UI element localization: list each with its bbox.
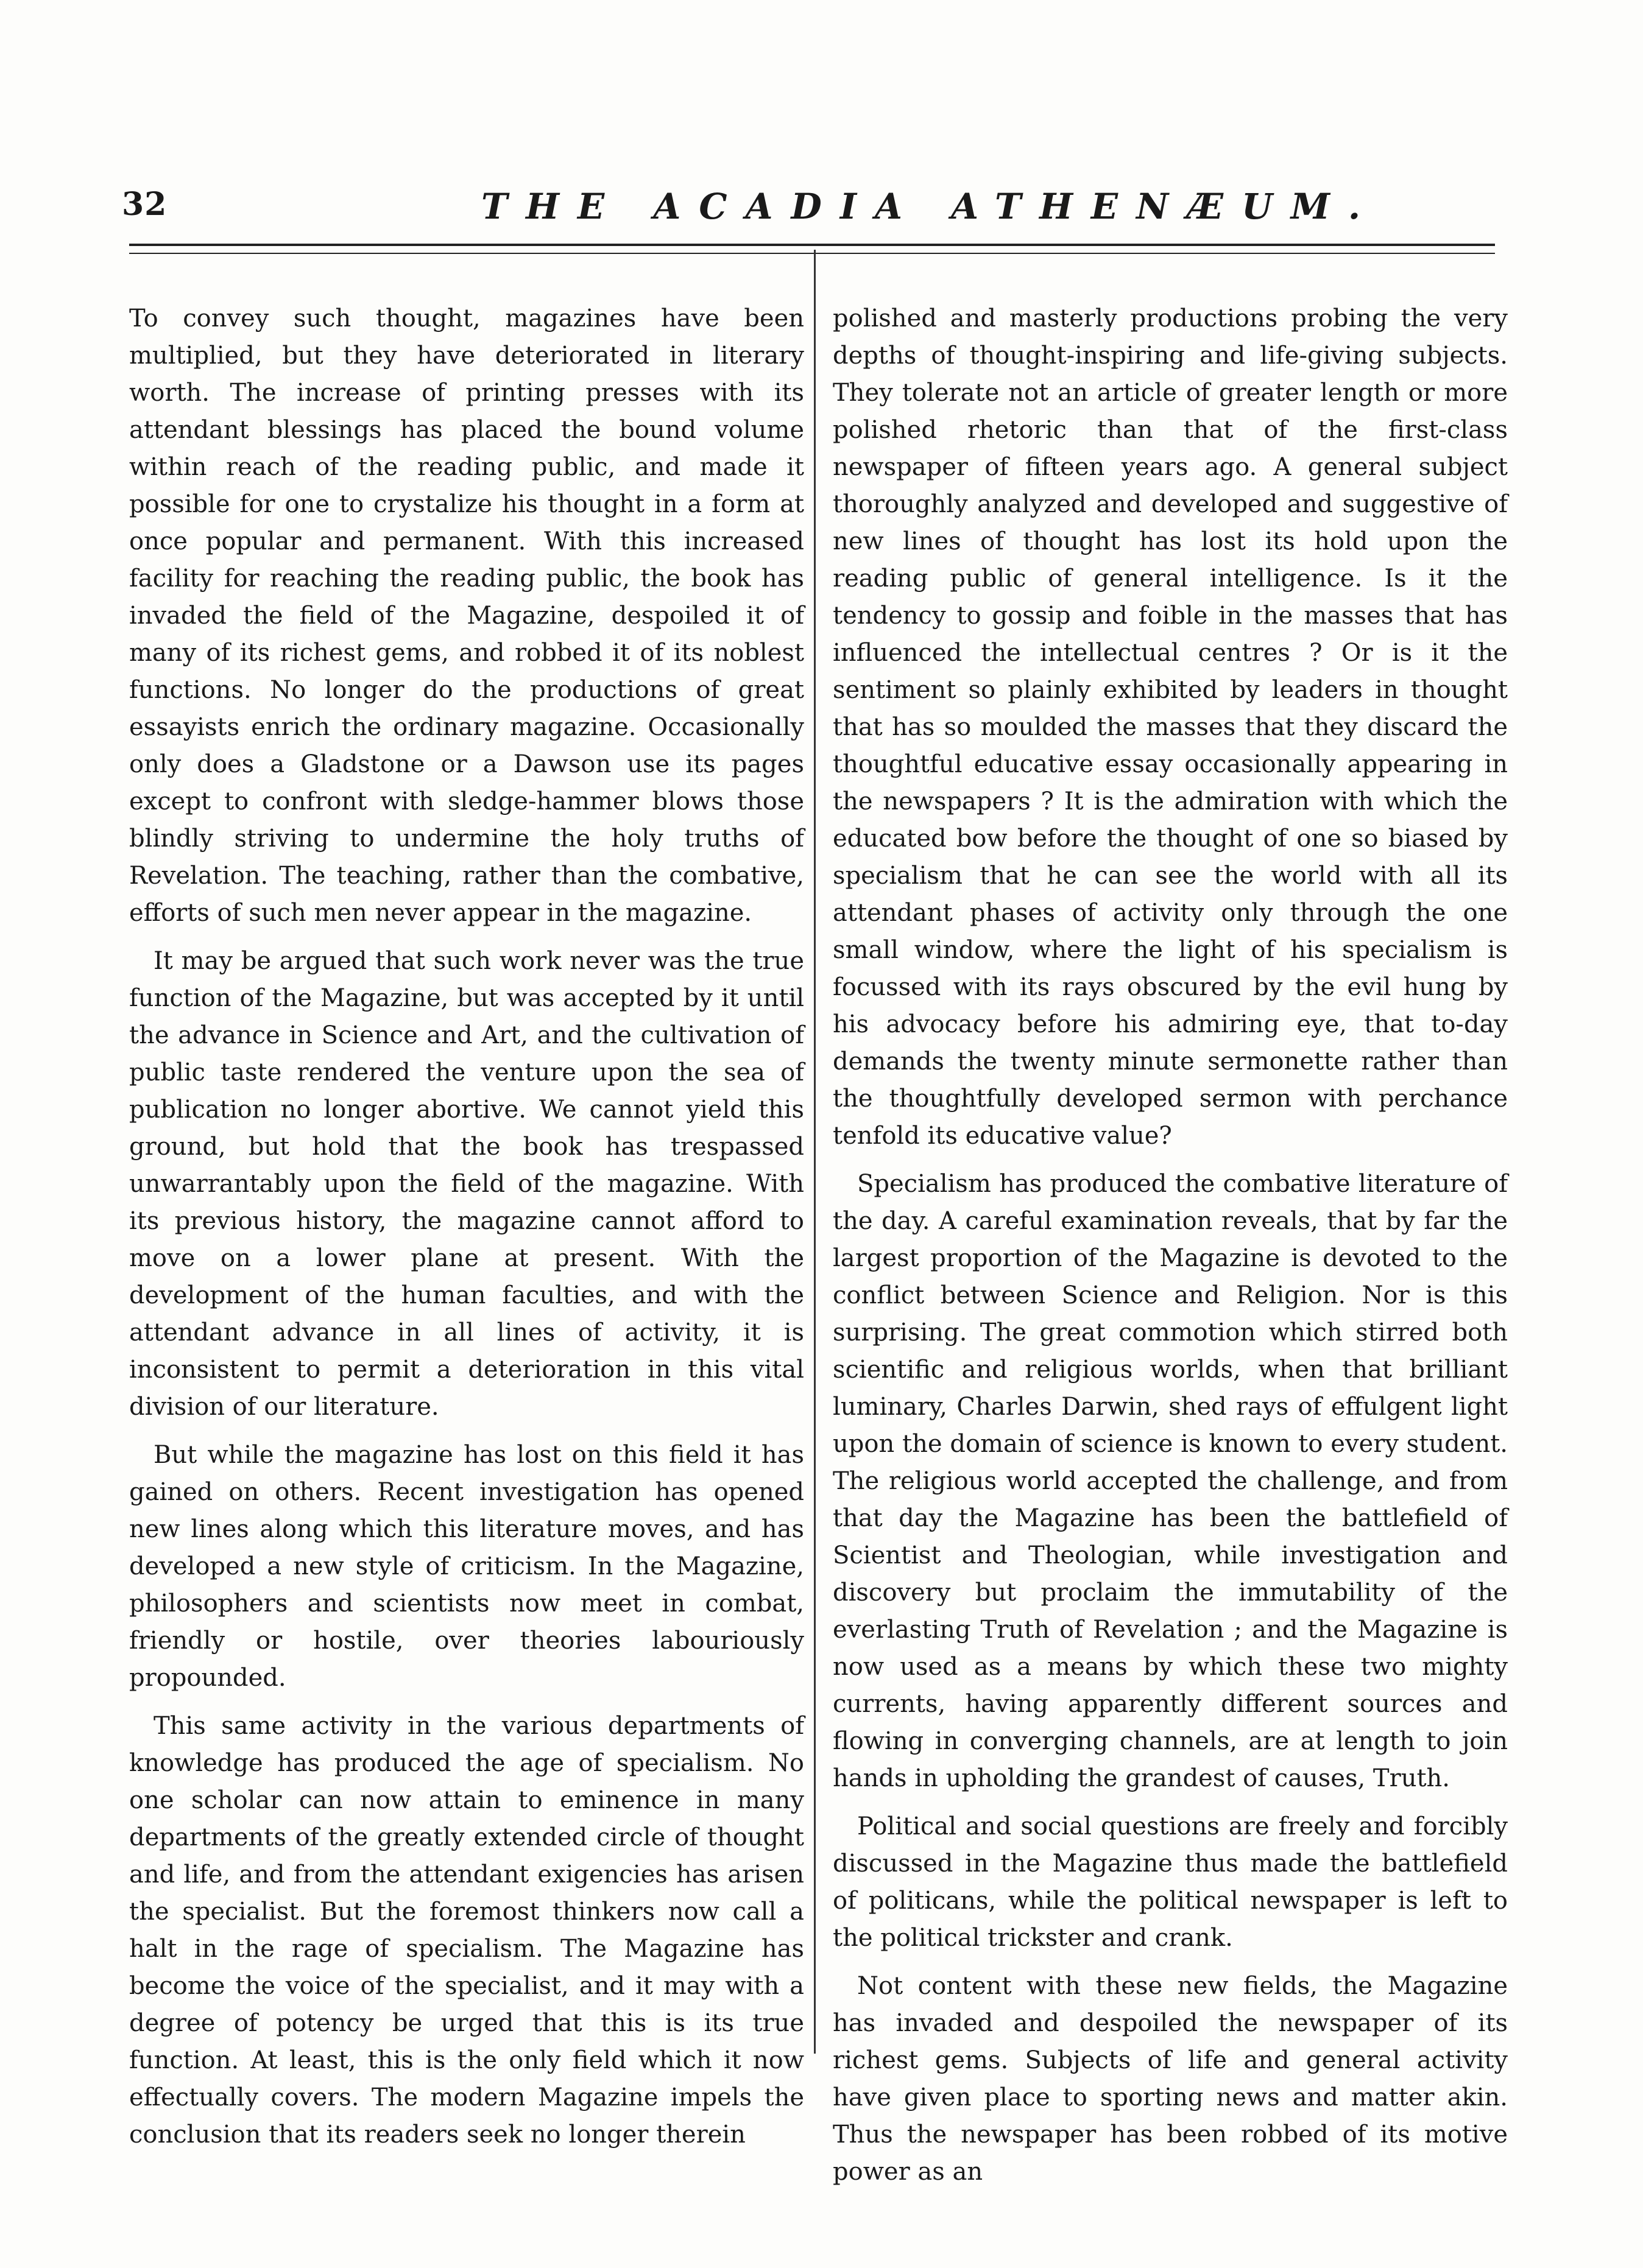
paragraph: To convey such thought, magazines have been multiplied, but they have deteriorated in literary worth. The increase of printing presses with its attendant blessings has placed the bound volume within reach of the reading public, and made it possible for one to crystalize his thought in a form at once popular and permanent. With this increased facility for reaching the reading public, the book has invaded the field of the Magazine, despoiled it of many of its richest gems, and robbed it of its noblest functions. No longer do the productions of great essayists enrich the ordinary magazine. Occasionally only does a Gladstone or a Dawson use its pages except to confront with sledge-hammer blows those blindly striving to undermine the holy truths of Revelation. The teaching, rather than the combative, efforts of such men never appear in the magazine. — [129, 305, 804, 927]
paragraph: Not content with these new fields, the Magazine has invaded and despoiled the newspaper of its richest gems. Subjects of life and general activity have given place to sporting news and matter akin. Thus the newspaper has been robbed of its motive power as an — [833, 1972, 1508, 2186]
page-number: 32 — [122, 186, 168, 223]
left-column — [129, 300, 804, 2154]
paragraph: This same activity in the various departments of knowledge has produced the age of specialism. No one scholar can now attain to eminence in many departments of the greatly extended circle of thought and life, and from the attendant exigencies has arisen the specialist. But the foremost thinkers now call a halt in the rage of specialism. The Magazine has become the voice of the specialist, and it may with a degree of potency be urged that this is its true function. At least, this is the only field which it now effectually covers. The modern Magazine impels the conclusion that its readers seek no longer therein — [129, 1712, 804, 2149]
paragraph: polished and masterly productions probing the very depths of thought-inspiring and life-giving subjects. They tolerate not an article of greater length or more polished rhetoric than that of the first-class newspaper of fifteen years ago. A general subject thoroughly analyzed and developed and suggestive of new lines of thought has lost its hold upon the reading public of general intelligence. Is it the tendency to gossip and foible in the masses that has influenced the intellectual centres ? Or is it the sentiment so plainly exhibited by leaders in thought that has so moulded the masses that they discard the thoughtful educative essay occasionally appearing in the newspapers ? It is the admiration with which the educated bow before the thought of one so biased by specialism that he can see the world with all its attendant phases of activity only through the one small window, where the light of his specialism is focussed with its rays obscured by the evil hung by his advocacy before his admiring eye, that to-day demands the twenty minute sermonette rather than the thoughtfully developed sermon with perchance tenfold its educative value? — [833, 305, 1508, 1150]
paragraph: Political and social questions are freely and forcibly discussed in the Magazine thus made the battlefield of politicans, while the political newspaper is left to the political trickster and crank. — [833, 1812, 1508, 1952]
right-column — [833, 300, 1508, 2191]
paragraph: It may be argued that such work never was the true function of the Magazine, but was accepted by it until the advance in Science and Art, and the cultivation of public taste rendered the venture upon the sea of publication no longer abortive. We cannot yield this ground, but hold that the book has trespassed unwarrantably upon the field of the magazine. With its previous history, the magazine cannot afford to move on a lower plane at present. With the development of the human faculties, and with the attendant advance in all lines of activity, it is inconsistent to permit a deterioration in this vital division of our literature. — [129, 947, 804, 1421]
header-rule-thick — [129, 244, 1495, 246]
running-title: THE ACADIA ATHENÆUM. — [481, 186, 1379, 227]
header-rule-thin — [129, 253, 1495, 254]
paragraph: But while the magazine has lost on this field it has gained on others. Recent investigation has opened new lines along which this literature moves, and has developed a new style of criticism. In the Magazine, philosophers and scientists now meet in combat, friendly or hostile, over theories labouriously propounded. — [129, 1441, 804, 1692]
column-divider — [814, 250, 816, 2054]
page-header — [122, 186, 1523, 234]
paragraph: Specialism has produced the combative literature of the day. A careful examination reveals, that by far the largest proportion of the Magazine is devoted to the conflict between Science and Religion. Nor is this surprising. The great commotion which stirred both scientific and religious worlds, when that brilliant luminary, Charles Darwin, shed rays of effulgent light upon the domain of science is known to every student. The religious world accepted the challenge, and from that day the Magazine has been the battlefield of Scientist and Theologian, while investigation and discovery but proclaim the immutability of the everlasting Truth of Revelation ; and the Magazine is now used as a means by which these two mighty currents, having apparently different sources and flowing in converging channels, are at length to join hands in upholding the grandest of causes, Truth. — [833, 1170, 1508, 1792]
